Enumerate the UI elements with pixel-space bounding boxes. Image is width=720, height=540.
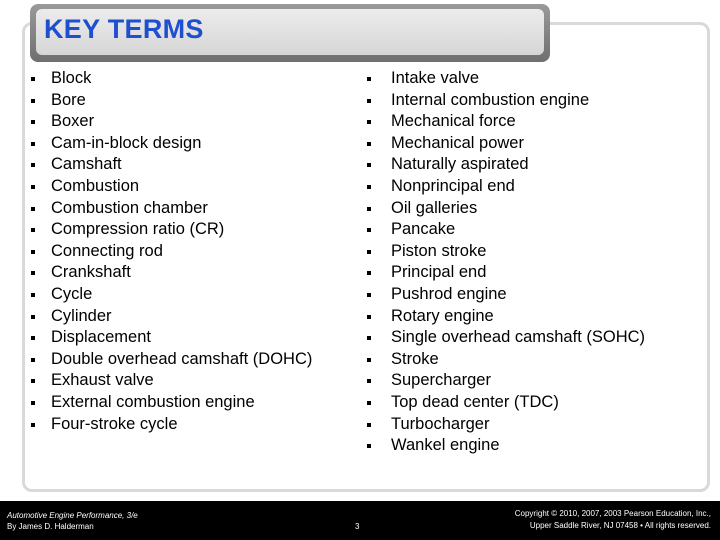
term-text: Bore — [51, 90, 86, 109]
term-text: External combustion engine — [51, 392, 255, 411]
term-text: Compression ratio (CR) — [51, 220, 225, 239]
bullet-icon — [31, 293, 35, 297]
term-item — [51, 111, 312, 133]
term-text: Supercharger — [391, 371, 491, 390]
bullet-icon — [31, 185, 35, 189]
bullet-icon — [367, 379, 371, 383]
term-item — [51, 370, 312, 392]
bullet-icon — [31, 142, 35, 146]
bullet-icon — [367, 293, 371, 297]
bullet-icon — [31, 99, 35, 103]
term-text: Mechanical force — [391, 112, 516, 131]
term-item — [391, 111, 645, 133]
bullet-icon — [31, 271, 35, 275]
term-item — [391, 133, 645, 155]
term-text: Pushrod engine — [391, 284, 507, 303]
bullet-icon — [31, 423, 35, 427]
term-item — [51, 414, 312, 436]
bullet-icon — [367, 315, 371, 319]
term-text: Turbocharger — [391, 414, 490, 433]
bullet-icon — [31, 163, 35, 167]
term-item — [51, 133, 312, 155]
term-item — [51, 90, 312, 112]
term-text: Connecting rod — [51, 241, 163, 260]
page-number: 3 — [355, 522, 360, 531]
bullet-icon — [367, 99, 371, 103]
term-text: Mechanical power — [391, 133, 524, 152]
bullet-icon — [31, 250, 35, 254]
term-item — [51, 327, 312, 349]
term-text: Boxer — [51, 112, 95, 131]
term-item — [391, 414, 645, 436]
term-text: Oil galleries — [391, 198, 478, 217]
term-text: Piston stroke — [391, 241, 487, 260]
term-item — [391, 349, 645, 371]
term-text: Block — [51, 69, 92, 87]
bullet-icon — [31, 77, 35, 81]
term-item — [391, 262, 645, 284]
book-title: Automotive Engine Performance, 3/e — [7, 511, 138, 520]
term-item — [391, 241, 645, 263]
bullet-icon — [367, 423, 371, 427]
term-item — [51, 219, 312, 241]
term-item — [391, 154, 645, 176]
term-text: Internal combustion engine — [391, 90, 590, 109]
bullet-icon — [31, 336, 35, 340]
term-text: Cam-in-block design — [51, 133, 202, 152]
bullet-icon — [367, 228, 371, 232]
bullet-icon — [367, 444, 371, 448]
bullet-icon — [367, 207, 371, 211]
term-text: Four-stroke cycle — [51, 414, 178, 433]
term-item — [51, 349, 312, 371]
term-text: Pancake — [391, 220, 456, 239]
term-text: Wankel engine — [391, 436, 500, 455]
term-item — [51, 284, 312, 306]
term-item — [391, 284, 645, 306]
copyright-line: Copyright © 2010, 2007, 2003 Pearson Education, Inc., — [514, 509, 711, 518]
term-item — [391, 198, 645, 220]
term-text: Single overhead camshaft (SOHC) — [391, 328, 646, 347]
term-text: Rotary engine — [391, 306, 494, 325]
term-item — [51, 176, 312, 198]
term-item — [51, 306, 312, 328]
term-item — [391, 435, 645, 457]
footer-book-info — [7, 510, 138, 532]
term-item — [51, 392, 312, 414]
term-text: Displacement — [51, 328, 151, 347]
term-item — [51, 241, 312, 263]
bullet-icon — [31, 207, 35, 211]
term-text: Nonprincipal end — [391, 176, 515, 195]
term-text: Principal end — [391, 263, 487, 282]
bullet-icon — [367, 358, 371, 362]
bullet-icon — [31, 120, 35, 124]
bullet-icon — [367, 120, 371, 124]
term-text: Combustion chamber — [51, 198, 208, 217]
bullet-icon — [31, 315, 35, 319]
term-item — [391, 327, 645, 349]
bullet-icon — [367, 336, 371, 340]
bullet-icon — [31, 401, 35, 405]
term-item — [51, 154, 312, 176]
term-item — [51, 68, 312, 90]
slide-title: KEY TERMS — [44, 14, 204, 44]
bullet-icon — [367, 185, 371, 189]
term-item — [391, 306, 645, 328]
term-text: Stroke — [391, 349, 439, 368]
footer-copyright — [515, 508, 711, 532]
term-item — [391, 176, 645, 198]
bullet-icon — [367, 271, 371, 275]
bullet-icon — [31, 228, 35, 232]
bullet-icon — [367, 163, 371, 167]
term-text: Cylinder — [51, 306, 112, 325]
term-item — [391, 219, 645, 241]
term-text: Crankshaft — [51, 263, 131, 282]
right-term-list — [391, 68, 645, 457]
term-text: Exhaust valve — [51, 371, 154, 390]
bullet-icon — [367, 142, 371, 146]
term-text: Camshaft — [51, 155, 122, 174]
footer — [0, 501, 720, 540]
term-item — [391, 68, 645, 90]
term-item — [391, 90, 645, 112]
bullet-icon — [367, 77, 371, 81]
term-text: Top dead center (TDC) — [391, 392, 559, 411]
term-item — [391, 392, 645, 414]
bullet-icon — [367, 250, 371, 254]
term-item — [51, 262, 312, 284]
term-item — [391, 370, 645, 392]
author: By James D. Halderman — [7, 522, 94, 531]
term-text: Naturally aspirated — [391, 155, 529, 174]
term-item — [51, 198, 312, 220]
term-text: Intake valve — [391, 69, 480, 87]
left-term-list — [51, 68, 312, 435]
term-text: Cycle — [51, 284, 93, 303]
term-text: Combustion — [51, 176, 140, 195]
term-text: Double overhead camshaft (DOHC) — [51, 349, 313, 368]
address-line: Upper Saddle River, NJ 07458 • All rights reserved. — [529, 521, 711, 530]
bullet-icon — [31, 379, 35, 383]
bullet-icon — [367, 401, 371, 405]
bullet-icon — [31, 358, 35, 362]
